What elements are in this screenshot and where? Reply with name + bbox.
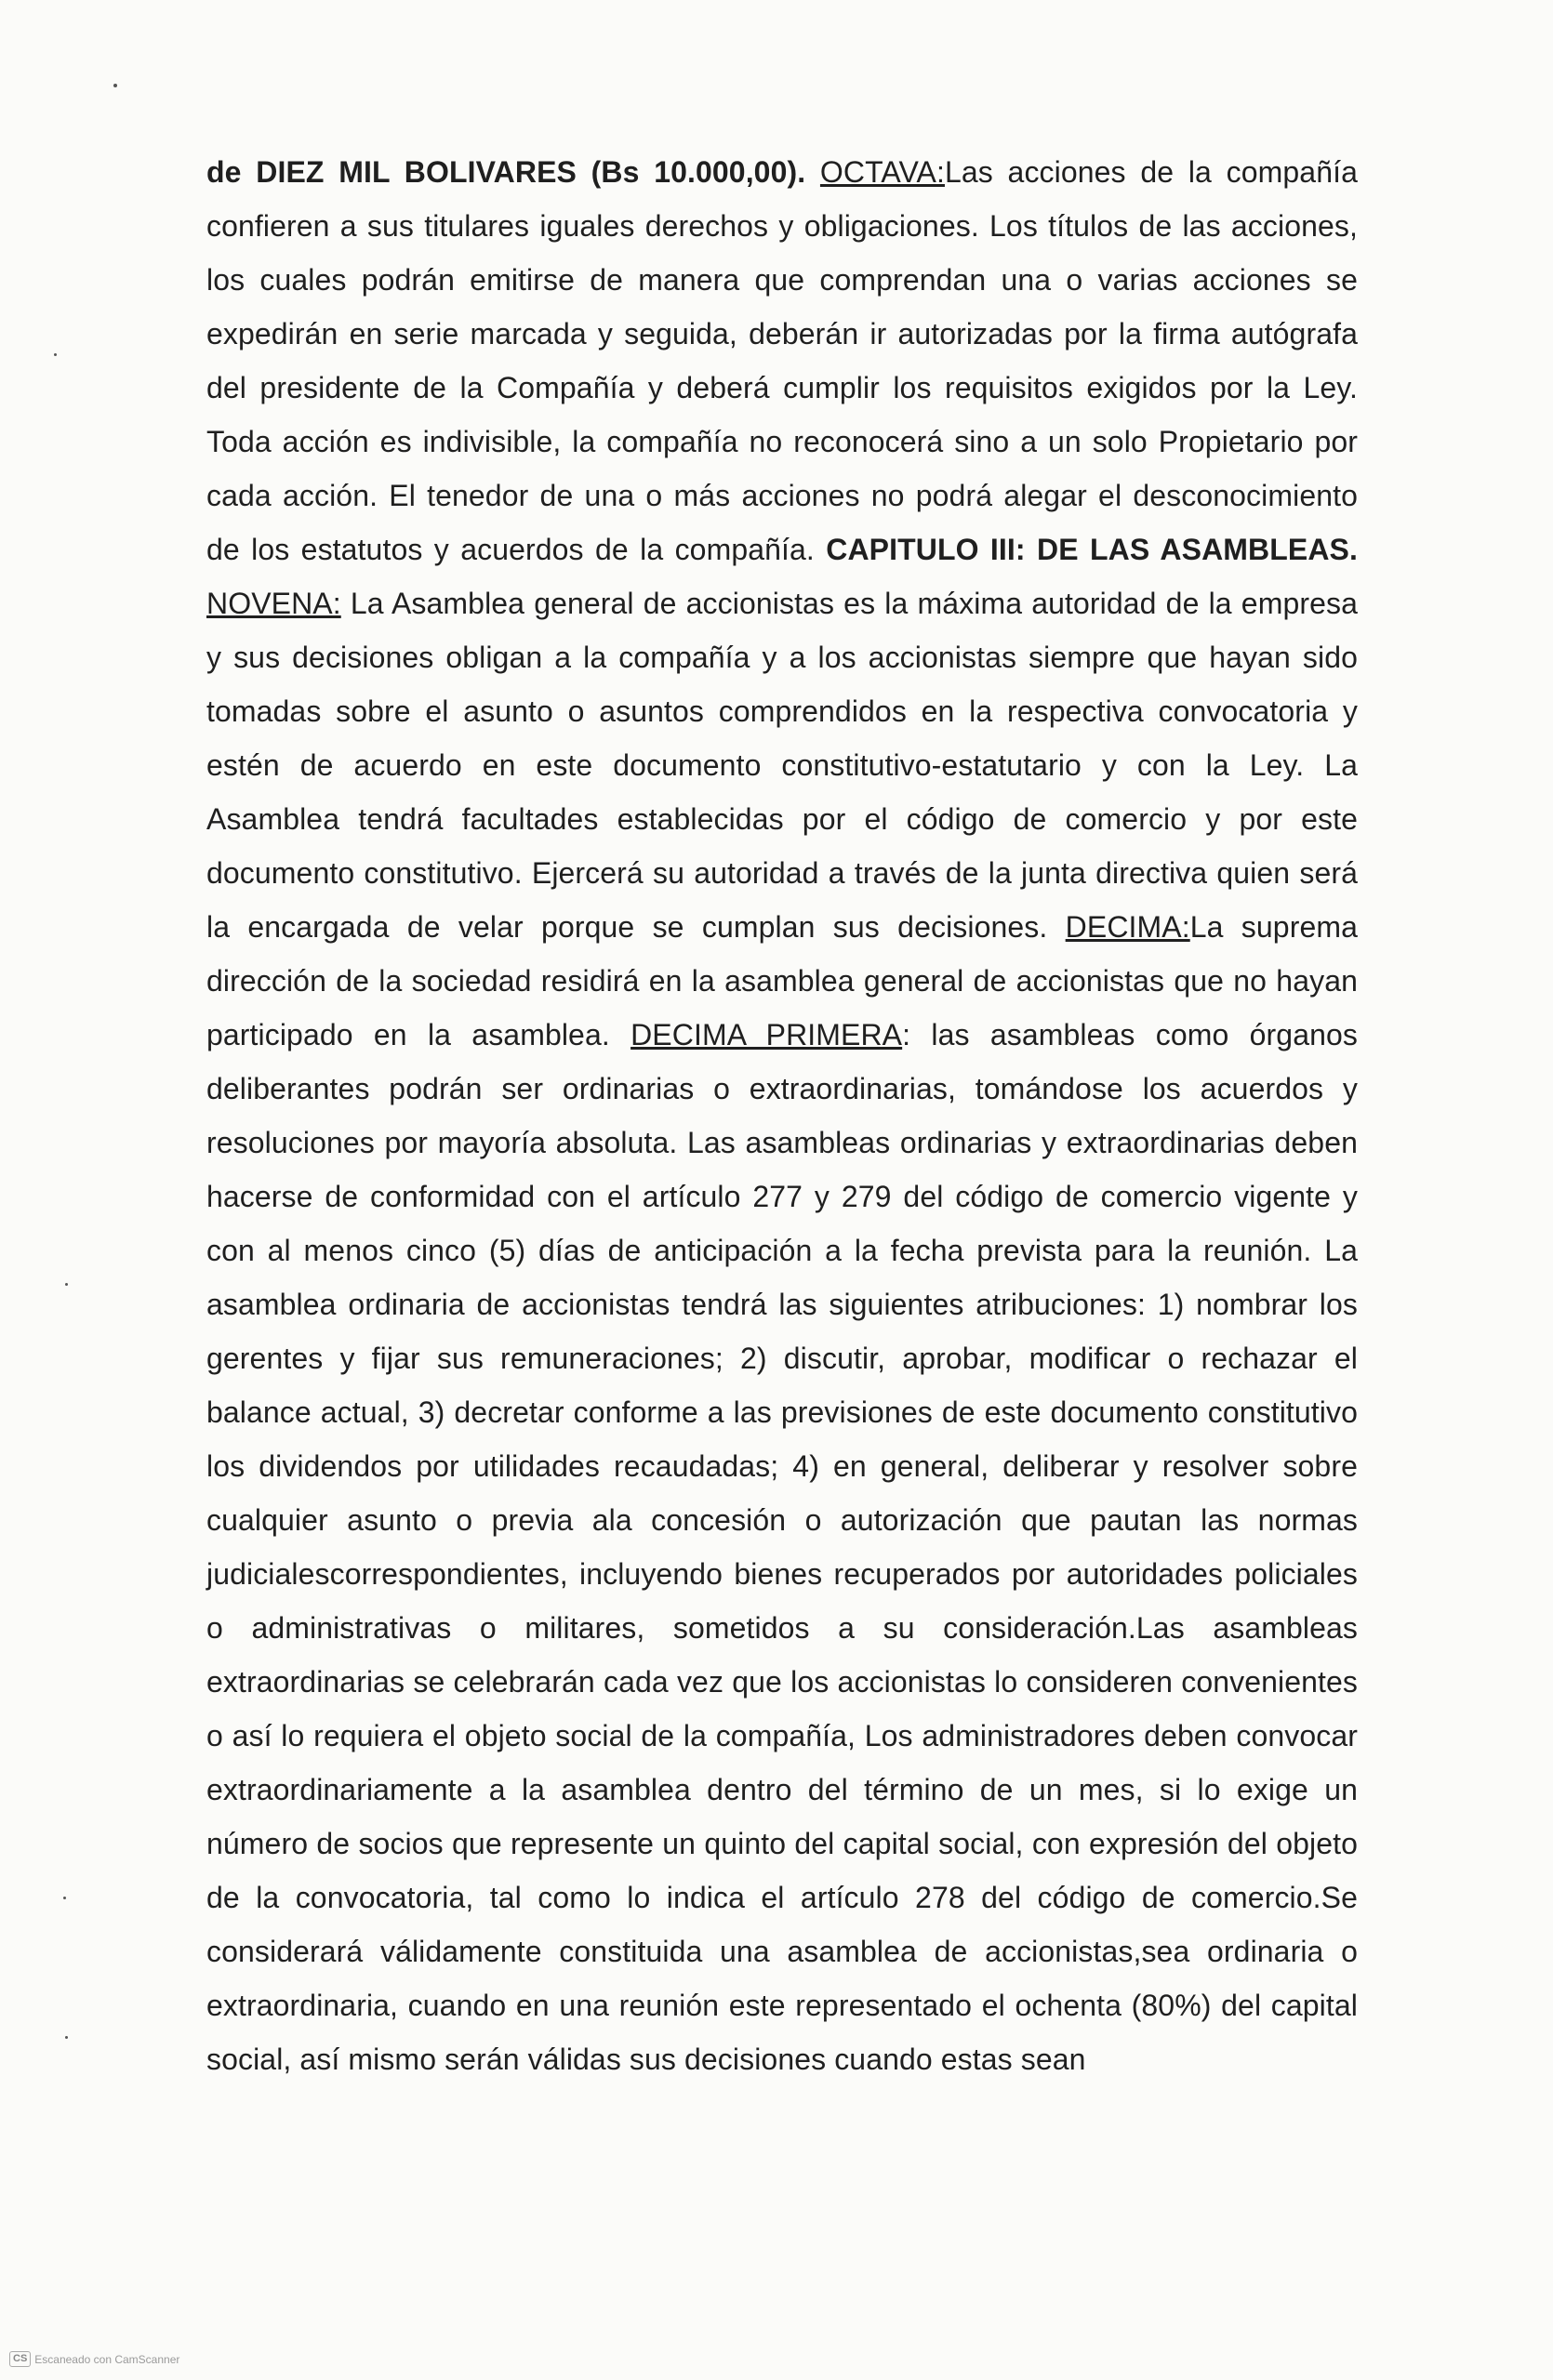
text-segment: Las acciones de la compañía confieren a sus titulares iguales derechos y obligaciones. Los títulos de las acciones, los cuales podrán emitirse de manera que comprendan una o varias acciones se expedirán en serie marcada y seguida, deberán ir autorizadas por la firma autógrafa del presidente de la Compañía y deberá cumplir los requisitos exigidos por la Ley. Toda acción es indivisible, la compañía no reconocerá sino a un solo Propietario por cada acción. El tenedor de una o más acciones no podrá alegar el desconocimiento de los estatutos y acuerdos de la compañía. [206, 155, 1358, 566]
chapter-heading: CAPITULO III: DE LAS ASAMBLEAS. [826, 533, 1358, 566]
document-body [206, 145, 1358, 2086]
clause-heading-decima: DECIMA: [1065, 910, 1190, 944]
scan-speck [65, 2036, 68, 2039]
scan-speck [65, 1283, 68, 1286]
document-paragraph [206, 145, 1358, 2086]
text-segment: La suprema dirección de la sociedad residirá en la asamblea general de accionistas que no hayan participado en la asamblea. [206, 910, 1358, 1051]
text-segment: de DIEZ MIL BOLIVARES (Bs 10.000,00). [206, 155, 820, 189]
clause-heading-decima-primera: DECIMA PRIMERA [630, 1018, 903, 1051]
clause-heading-novena: NOVENA: [206, 587, 341, 620]
text-segment: La Asamblea general de accionistas es la máxima autoridad de la empresa y sus decisiones obligan a la compañía y a los accionistas siempre que hayan sido tomadas sobre el asunto o asuntos comprendidos en la respectiva convocatoria y estén de acuerdo en este documento constitutivo-estatutario y con la Ley. La Asamblea tendrá facultades establecidas por el código de comercio y por este documento constitutivo. Ejercerá su autoridad a través de la junta directiva quien será la encargada de velar porque se cumplan sus decisiones. [206, 587, 1358, 944]
scanner-watermark [9, 2351, 179, 2367]
clause-heading-octava: OCTAVA: [819, 155, 945, 189]
text-segment: : las asambleas como órganos deliberantes podrán ser ordinarias o extraordinarias, tomándose los acuerdos y resoluciones por mayoría absoluta. Las asambleas ordinarias y extraordinarias deben hacerse de conformidad con el artículo 277 y 279 del código de comercio vigente y con al menos cinco (5) días de anticipación a la fecha prevista para la reunión. La asamblea ordinaria de accionistas tendrá las siguientes atribuciones: 1) nombrar los gerentes y fijar sus remuneraciones; 2) discutir, aprobar, modificar o rechazar el balance actual, 3) decretar conforme a las previsiones de este documento constitutivo los dividendos por utilidades recaudadas; 4) en general, deliberar y resolver sobre cualquier asunto o previa ala concesión o autorización que pautan las normas judicialescorrespondientes, incluyendo bienes recuperados por autoridades policiales o administrativas o militares, sometidos a su consideración.Las asambleas extraordinarias se celebrarán cada vez que los accionistas lo consideren convenientes o así lo requiera el objeto social de la compañía, Los administradores deben convocar extraordinariamente a la asamblea dentro del término de un mes, si lo exige un número de socios que represente un quinto del capital social, con expresión del objeto de la convocatoria, tal como lo indica el artículo 278 del código de comercio.Se considerará válidamente constituida una asamblea de accionistas,sea ordinaria o extraordinaria, cuando en una reunión este representado el ochenta (80%) del capital social, así mismo serán válidas sus decisiones cuando estas sean [206, 1018, 1358, 2076]
scan-speck [54, 353, 57, 356]
scanner-text: Escaneado con CamScanner [34, 2352, 180, 2366]
camscanner-logo: CS [9, 2351, 31, 2367]
scan-speck [63, 1897, 66, 1899]
scan-speck [113, 84, 117, 87]
